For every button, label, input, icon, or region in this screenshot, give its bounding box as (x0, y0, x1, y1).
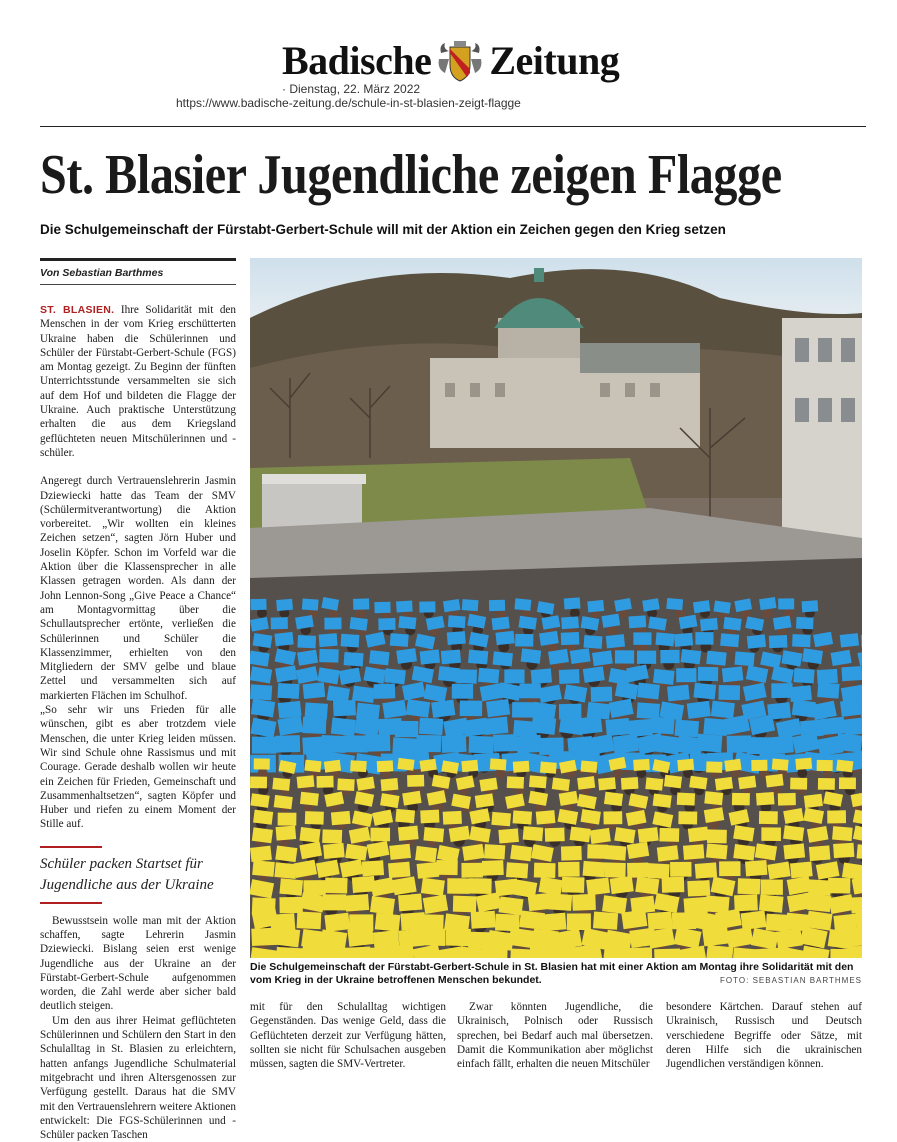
crosshead-rule-top (40, 846, 102, 848)
article-body-continued (40, 914, 236, 1142)
headline: St. Blasier Jugendliche zeigen Flagge (40, 144, 782, 206)
subheadline: Die Schulgemeinschaft der Fürstabt-Gerbert-Schule will mit der Aktion ein Zeichen gegen den Krieg setzen (40, 222, 726, 237)
newspaper-logo[interactable] (282, 36, 627, 86)
paragraph-1 (40, 303, 236, 460)
masthead-divider (40, 126, 866, 127)
photo-credit: FOTO: SEBASTIAN BARTHMES (720, 976, 862, 985)
article-photo[interactable] (250, 258, 862, 958)
article-column-2: mit für den Schulalltag wichtigen Gegenständen. Das wenige Geld, dass die Geflüchteten derzeit zur Verfügung hätten, sollten sie nicht für Schulsachen ausgeben müssen, sagten die SMV-Vertreter. (250, 1001, 446, 1071)
paragraph-3: „So sehr wir uns Frieden für alle wünschen, gibt es aber trotzdem viele Menschen, die unter Krieg leiden müssen. Wir sind Schule ohne Rassismus und mit Courage. Gerade deshalb wollen wir heute ein Zeichen für Frieden, Gemeinschaft und Zusammenhaltsetzen“, sagten Köpfer und Huber und riefen zu einem Moment der Stille auf. (40, 704, 236, 831)
byline-underline (40, 284, 236, 285)
caption-text: Die Schulgemeinschaft der Fürstabt-Gerbert-Schule in St. Blasien hat mit einer Aktion am Montag ihre Solidarität mit den vom Krieg in der Ukraine betroffenen Menschen bekundet. (250, 961, 854, 986)
article-column-1 (40, 258, 236, 1142)
photo-caption (250, 961, 862, 987)
masthead (0, 30, 897, 150)
article-column-3: Zwar könnten Jugendliche, die Ukrainisch, Polnisch oder Russisch sprechen, bei Bedarf auch mal übersetzen. Damit die Kommunikation aber möglichst einfach fällt, erhalten die neuen Mitschüler (457, 1001, 653, 1071)
publication-date: · Dienstag, 22. März 2022 (282, 82, 421, 96)
paragraph-4: Bewusstsein wolle man mit der Aktion schaffen, sagte Lehrerin Jasmin Dziewiecki. Bislang seien erst wenige Jugendliche aus der Ukraine an der Fürstabt-Gerbert-Schule aufgenommen worden, die Zahl werde aber sicher bald deutlich steigen. (40, 914, 236, 1013)
paragraph-1-text: Ihre Solidarität mit den Menschen in der vom Krieg erschütterten Ukraine haben die Schülerinnen und Schüler der Fürstabt-Gerbert-Schule (FGS) am Montag gezeigt. Zu Beginn der fünften Unterrichtsstunde versammelten sie sich auf dem Hof und bildeten die Flagge der Ukraine. Auch praktische Unterstützung erhalten die aus dem Kriegsland geflüchteten neuen Mitschülerinnen und -schüler. (40, 304, 236, 459)
dateline: ST. BLASIEN. (40, 304, 115, 316)
crosshead: Schüler packen Startset für Jugendliche aus der Ukraine (40, 855, 214, 893)
article-url[interactable]: https://www.badische-zeitung.de/schule-in-st-blasien-zeigt-flagge (176, 96, 521, 110)
byline: Von Sebastian Barthmes (40, 267, 164, 279)
article-column-4: besondere Kärtchen. Darauf stehen auf Ukrainisch, Russisch und Deutsch verschiedene Begriffe oder Sätze, mit deren Hilfe sich die ukrainischen Jugendlichen verständigen können. (666, 1001, 862, 1071)
logo-word-right: Zeitung (489, 38, 620, 83)
crosshead-rule-bottom (40, 902, 102, 904)
photo-illustration (250, 258, 862, 958)
byline-rule (40, 258, 236, 261)
paragraph-2: Angeregt durch Vertrauenslehrerin Jasmin Dziewiecki hatte das Team der SMV (Schülermitverantwortung) die Aktion vorbereitet. „Wir wollten ein kleines Zeichen setzen“, sagten Jörn Huber und Joselin Köpfer. Schon im Vorfeld war die Aktion über die Klassensprecher in alle Klassen getragen worden. Als dann der John Lennon-Song „Give Peace a Chance“ am Montagvormittag über die Schullautsprecher ertönte, verließen die Schülerinnen und Schüler die Klassenzimmer, erhielten von den Mitgliedern der SMV gelbe und blaue Zettel und versammelten sich auf markierten Flächen im Schulhof. (40, 475, 236, 702)
paragraph-5: Um den aus ihrer Heimat geflüchteten Schülerinnen und Schülern den Start in den Schulalltag in St. Blasien zu erleichtern, hatten anfangs Jugendliche Schulmaterial mitgebracht und ihren Altersgenossen zur Verfügung gestellt. Daraus hat die SMV mit den Vertrauenslehrern weitere Aktionen entwickelt: Die FGS-Schülerinnen und -Schüler packen Taschen (40, 1014, 236, 1142)
logo-word-left: Badische (282, 38, 432, 83)
coat-of-arms-icon (437, 39, 483, 83)
article-body (40, 303, 236, 832)
